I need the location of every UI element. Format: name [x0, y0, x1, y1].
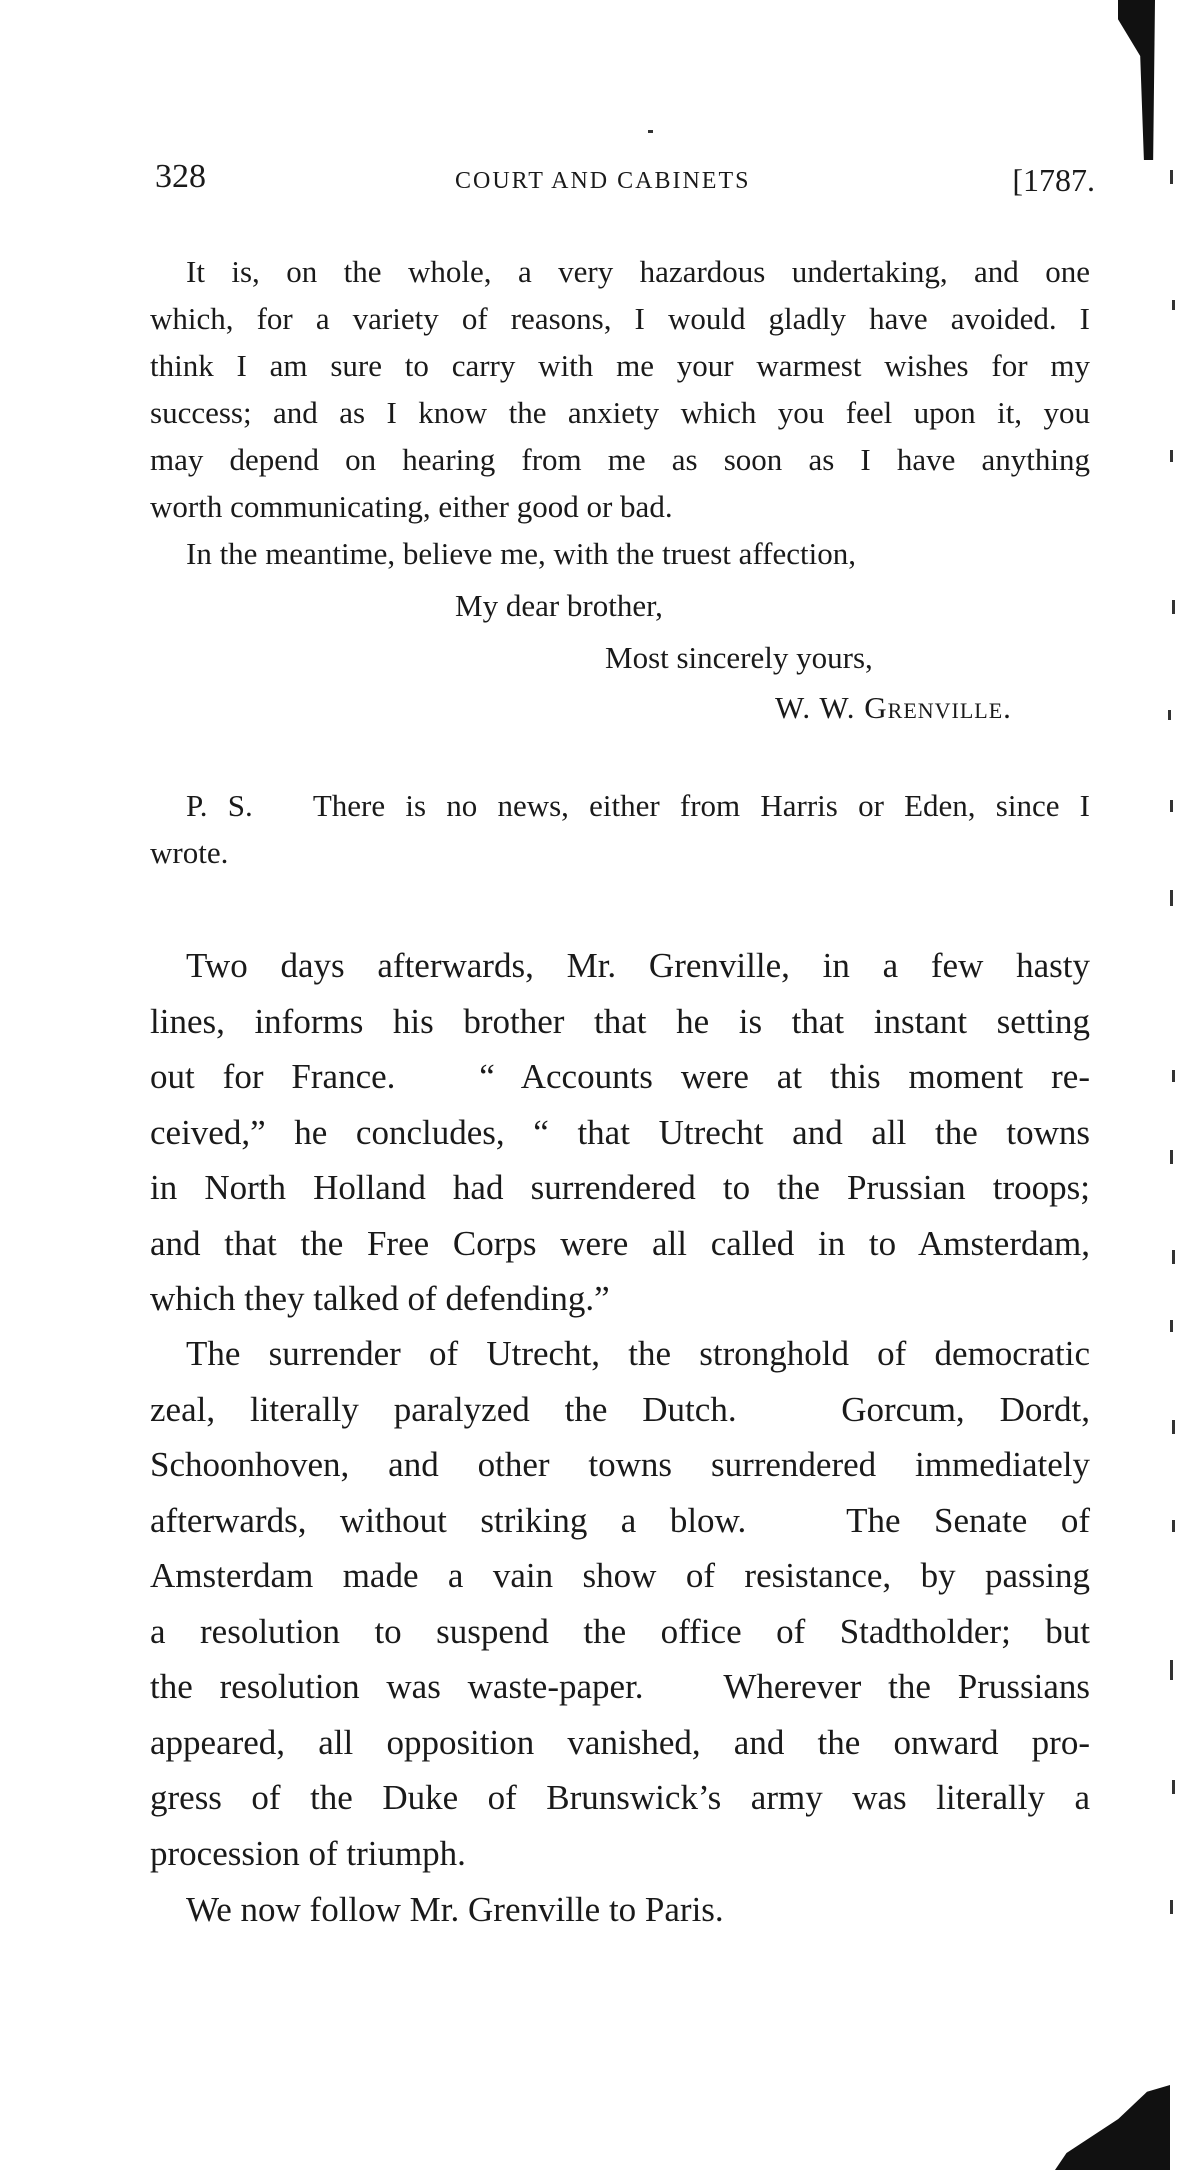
paragraph-line: appeared, all opposition vanished, and the onward pro- — [150, 1722, 1090, 1762]
letter-line: may depend on hearing from me as soon as I have anything — [150, 442, 1090, 477]
running-title: COURT AND CABINETS — [455, 168, 751, 194]
postscript-line: wrote. — [150, 835, 229, 870]
header-year: [1787. — [1012, 162, 1095, 198]
paragraph-line: zeal, literally paralyzed the Dutch. Gorcum, Dordt, — [150, 1389, 1090, 1429]
signature: W. W. Grenville. — [775, 690, 1012, 725]
edge-mark — [1170, 890, 1173, 906]
paragraph-line: lines, informs his brother that he is that instant setting — [150, 1001, 1090, 1041]
paragraph-line: in North Holland had surrendered to the Prussian troops; — [150, 1168, 1090, 1207]
letter-body — [150, 248, 1090, 577]
paragraph-line: Two days afterwards, Mr. Grenville, in a few hasty — [186, 946, 1090, 985]
page-number: 328 — [155, 158, 206, 195]
edge-mark — [1170, 1660, 1173, 1680]
edge-mark — [1170, 170, 1173, 184]
salutation: My dear brother, — [455, 588, 663, 623]
paragraph-line: procession of triumph. — [150, 1833, 466, 1873]
valediction: Most sincerely yours, — [605, 640, 873, 675]
paragraph-line: a resolution to suspend the office of Stadtholder; but — [150, 1611, 1090, 1651]
paragraph-line: afterwards, without striking a blow. The Senate of — [150, 1500, 1090, 1540]
edge-mark — [1172, 1780, 1175, 1794]
edge-mark — [1170, 450, 1173, 462]
page-corner-shadow — [1055, 2085, 1170, 2170]
paragraph-line: which they talked of defending.” — [150, 1279, 610, 1318]
narrative-paragraph-3 — [150, 1882, 1090, 1938]
paragraph-line: We now follow Mr. Grenville to Paris. — [186, 1890, 724, 1929]
letter-line: In the meantime, believe me, with the truest affection, — [186, 536, 856, 571]
letter-line: worth communicating, either good or bad. — [150, 489, 673, 524]
edge-mark — [1172, 300, 1175, 310]
letter-line: success; and as I know the anxiety which you feel upon it, you — [150, 395, 1090, 430]
paragraph-line: ceived,” he concludes, “ that Utrecht and all the towns — [150, 1112, 1090, 1152]
paragraph-line: and that the Free Corps were all called in to Amsterdam, — [150, 1223, 1090, 1263]
edge-mark — [1170, 800, 1173, 812]
letter-line: think I am sure to carry with me your warmest wishes for my — [150, 348, 1090, 383]
letter-line: which, for a variety of reasons, I would gladly have avoided. I — [150, 301, 1090, 336]
edge-mark — [1172, 1520, 1175, 1532]
edge-mark — [1172, 1250, 1175, 1264]
postscript-line: P. S. There is no news, either from Harris or Eden, since I — [186, 788, 1090, 823]
edge-mark — [1168, 710, 1171, 720]
postscript — [150, 782, 1090, 876]
edge-mark — [1172, 1070, 1175, 1082]
paragraph-line: The surrender of Utrecht, the stronghold of democratic — [186, 1334, 1090, 1373]
narrative-paragraph-2 — [150, 1326, 1090, 1881]
edge-mark — [1170, 1320, 1173, 1332]
paragraph-line: Schoonhoven, and other towns surrendered immediately — [150, 1445, 1090, 1484]
narrative-paragraph-1 — [150, 938, 1090, 1327]
paragraph-line: Amsterdam made a vain show of resistance, by passing — [150, 1556, 1090, 1595]
paragraph-line: the resolution was waste-paper. Wherever the Prussians — [150, 1667, 1090, 1706]
page-edge-shadow — [1118, 0, 1155, 160]
paragraph-line: out for France. “ Accounts were at this moment re- — [150, 1057, 1090, 1096]
letter-line: It is, on the whole, a very hazardous undertaking, and one — [186, 254, 1090, 289]
edge-mark — [1170, 1900, 1173, 1914]
edge-mark — [1172, 600, 1175, 614]
page-header — [155, 158, 1095, 208]
ink-dot — [648, 130, 653, 133]
edge-mark — [1172, 1420, 1175, 1434]
edge-mark — [1170, 1150, 1173, 1164]
paragraph-line: gress of the Duke of Brunswick’s army was literally a — [150, 1778, 1090, 1817]
